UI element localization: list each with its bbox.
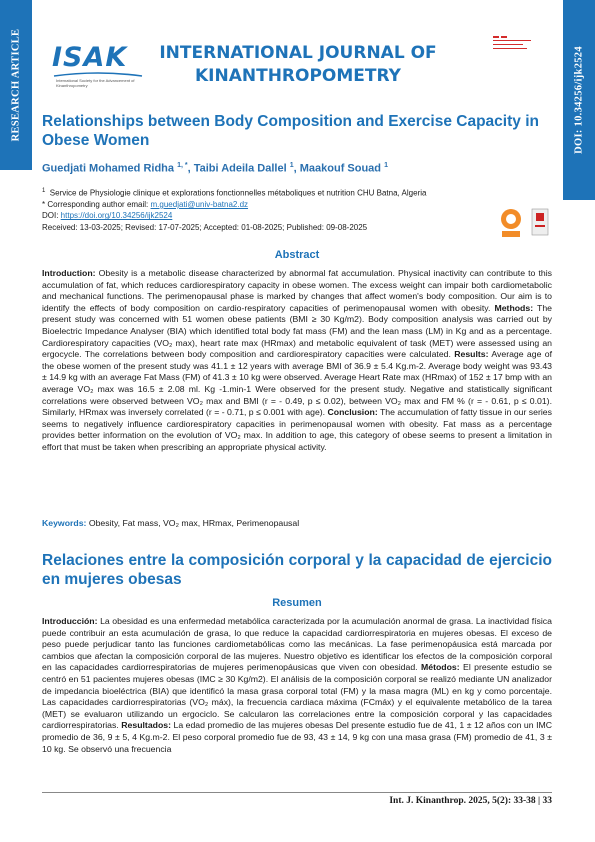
resumen-heading: Resumen — [272, 597, 322, 609]
email-label: * Corresponding author email: — [42, 199, 151, 209]
doi-link[interactable]: https://doi.org/10.34256/ijk2524 — [60, 211, 173, 221]
article-dates: Received: 13-03-2025; Revised: 17-07-2025; Accepted: 01-08-2025; Published: 09-08-2025 — [42, 222, 368, 232]
abstract-heading: Abstract — [274, 249, 320, 261]
article-metadata — [42, 186, 472, 233]
doi-line — [42, 210, 472, 221]
isak-logo — [52, 42, 144, 98]
article-type-label: RESEARCH ARTICLE — [10, 28, 22, 142]
methods-label: Methods: — [494, 302, 534, 313]
resumen-body — [42, 616, 552, 755]
author-affiliation-mark: 1 — [289, 162, 294, 169]
journal-name-line1: INTERNATIONAL JOURNAL OF — [159, 43, 437, 63]
author-separator: , — [293, 162, 300, 175]
email-link[interactable]: m.guedjati@univ-batna2.dz — [150, 199, 249, 209]
open-access-badges-icon — [498, 205, 552, 241]
isak-logo-text: ISAK — [52, 42, 128, 73]
conclusion-label: Conclusion: — [327, 407, 378, 418]
es-methods-label: Métodos: — [421, 662, 460, 673]
intro-text: Obesity is a metabolic disease characterized by abnormal fat accumulation. Physical inactivity can contribute to this accumulation of fat, which reduces cardiorespiratory capacity in obese women. The excess weight can impair both cardiometabolic and mechanical functions. The perimenopausal phase is marked by changes that affect women's body composition. Our aim is to identify the effects of body composition on cardio-respiratory capacities of perimenopausal women with obesity. — [42, 268, 552, 313]
article-title: Relationships between Body Composition and Exercise Capacity in Obese Women — [42, 113, 539, 149]
author-list — [42, 162, 552, 175]
affiliation — [42, 186, 472, 199]
affiliation-mark: 1 — [42, 188, 46, 194]
isak-logo-subtext: International Society for the Advancement of Kinanthropometry — [56, 78, 135, 88]
footer-divider — [42, 792, 552, 793]
es-intro-label: Introducción: — [42, 616, 98, 626]
resumen-paragraph — [42, 616, 552, 755]
doi-side-label: DOI: 10.34256/ijk2524 — [573, 46, 585, 154]
keywords-text: Obesity, Fat mass, VO₂ max, HRmax, Perimenopausal — [86, 518, 300, 528]
author-affiliation-mark: 1, * — [177, 162, 188, 169]
author-affiliation-mark: 1 — [384, 162, 388, 169]
doi-band — [563, 0, 595, 200]
journal-name-line2: KINANTHROPOMETRY — [195, 66, 401, 86]
author-name: Maakouf Souad — [299, 162, 382, 175]
abstract-body — [42, 268, 552, 454]
author-separator: , — [187, 162, 194, 175]
es-results-text: La edad promedio de las mujeres obesas Del presente estudio fue de 41, 1 ± 12 años con un IMC promedio de 36, 9 ± 5, 4 Kg.m-2. El peso corporal promedio fue de 93, 43 ± 14, 9 kg con una masa grasa (FM) promedio de 41, 3 ± 10 kg. Se observó una frecuencia — [42, 720, 553, 754]
journal-name — [148, 42, 448, 88]
spanish-title: Relaciones entre la composición corporal y la capacidad de ejercicio en mujeres obesas — [42, 552, 552, 588]
es-methods-text: El presente estudio se centró en 51 pacientes mujeres obesas (IMC ≥ 30 Kg/m2). El análisis de la composición corporal se realizó mediante UN analizador de impedancia bioeléctrica (BIA) que identificó la masa grasa corporal total (FM) y la masa magra (ML) en kg y como porcentaje. Las capacidades cardiorrespiratorias (VO₂ máx), la frecuencia cardiaca máxima (FCmáx) y el equivalente metabólico de la tarea (MET) se evaluaron utilizando un ergociclo. Se calcularon las correlaciones entre la composición corporal y las capacidades cardiorrespiratorias. — [42, 662, 552, 731]
keywords — [42, 518, 552, 528]
conclusion-text: The accumulation of fatty tissue in our series seems to negatively influence cardiorespiratory capacities in perimenopausal women with obesity. Fat mass as a percentage provides better information on the evolution of VO₂ max. In addition to age, this category of obese seems to present a limitation in effort that must be taken when prescribing an appropriate physical activity. — [42, 407, 552, 452]
publisher-logo-icon — [487, 30, 547, 60]
author-name: Taibi Adeila Dallel — [193, 162, 287, 175]
doi-label: DOI: — [42, 211, 61, 221]
author-name: Guedjati Mohamed Ridha — [42, 162, 175, 175]
keywords-label: Keywords: — [42, 518, 87, 528]
results-text: Average age of the obese women of the present study was 41.1 ± 12 years with average BMI of 36.9 ± 5.4 Kg.m-2. Average body weight was 93.43 ± 14.9 kg with an average Fat Mass (FM) of 41.3 ± 10 kg were observed. Average Heart Rate max (HRmax) of 152 ± 17 bmp with an average VO₂ max was 16.5 ± 2.08 ml. Kg -1.min-1 Were observed for the present study. Negative and statistically significant correlations were observed between VO₂ max and BMI (r = - 0.49, p ≤ 0.02), between VO₂ max and FM % (r = - 0.61, p ≤ 0.01). Similarly, HRmax was inversely correlated (r = - 0.71, p ≤ 0.001 with age). — [42, 349, 553, 418]
article-type-band — [0, 0, 32, 170]
methods-text: The present study was concerned with 51 women obese patients (BMI ≥ 30 Kg/m2). Body composition analysis was carried out by Bioelectric Impedance Analyser (BIA) which identified total body fat mass (FM) and the lean mass (LM) in Kg and as a percentage. Cardiorespiratory capacities (VO₂ max), heart rate max (HRmax) and metabolic equivalent of task (MET) were assessed using an ergocycle. The correlations between body composition and cardiorespiratory capacities were calculated. — [42, 302, 552, 360]
corresponding-email — [42, 199, 472, 210]
es-intro-text: La obesidad es una enfermedad metabólica caracterizada por la acumulación anormal de grasa. La inactividad física puede contribuir an esta acumulación de grasa, lo que reduce la capacidad cardiorrespiratoria en mujeres obesas. El exceso de peso puede perjudicar tanto las funciones cardiometabólicas como las mecánicas. La fase perimenopáusica está marcada por cambios que afectan la composición corporal de las mujeres. Nuestro objetivo es identificar los efectos de la composición corporal en las capacidades cardiorrespiratorias de mujeres perimenopáusicas que viven con obesidad. — [42, 616, 552, 673]
results-label: Results: — [454, 349, 489, 360]
intro-label: Introduction: — [42, 268, 96, 278]
es-results-label: Resultados: — [121, 720, 171, 731]
page-footer: Int. J. Kinanthrop. 2025, 5(2): 33-38 | 33 — [389, 796, 552, 806]
affiliation-text: Service de Physiologie clinique et explorations fonctionnelles métaboliques et nutrition CHU Batna, Algeria — [49, 188, 427, 198]
abstract-paragraph — [42, 268, 552, 454]
